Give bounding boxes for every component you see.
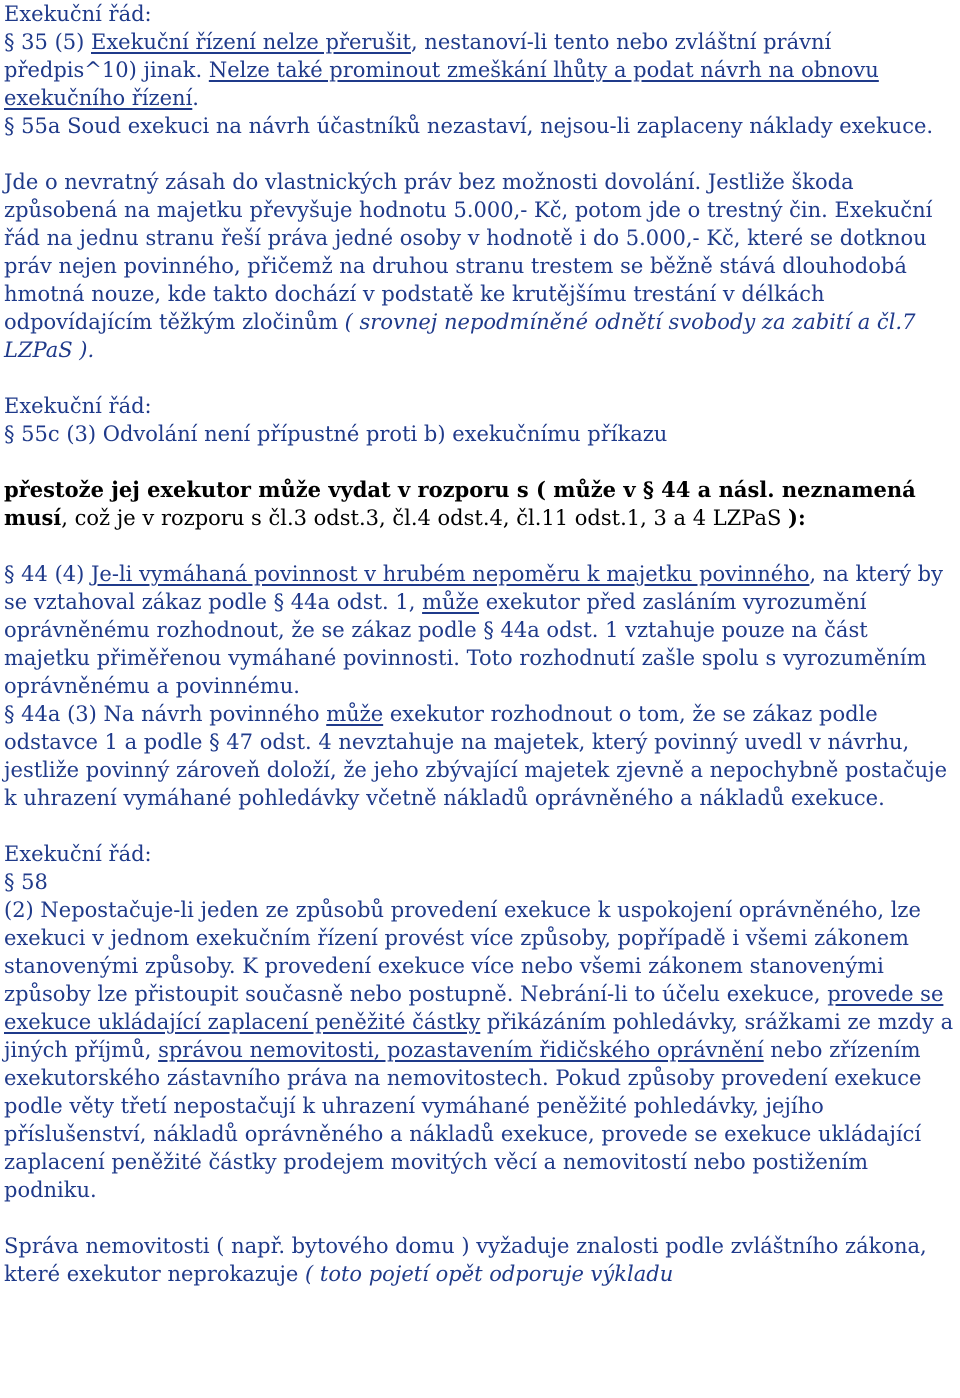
underlined-text: správou nemovitosti, pozastavením řidičského oprávnění: [158, 1038, 764, 1062]
text: Jde o nevratný zásah do vlastnických práv bez možnosti dovolání. Jestliže škoda způsobená na majetku převyšuje hodnotu 5.000,- Kč, potom jde o trestný čin. Exekuční řád na jednu stranu řeší práva jedné osoby v hodnotě i do 5.000,- Kč, které se dotknou práv nejen povinného, přičemž na druhou stranu trestem se běžně stává dlouhodobá hmotná nouze, kde takto dochází v podstatě ke krutějšímu trestání v délkách odpovídajícím těžkým zločinům: [4, 170, 933, 334]
text: § 55c (3) Odvolání není přípustné proti b) exekučnímu příkazu: [4, 422, 668, 446]
text: § 44 (4): [4, 562, 91, 586]
text: exekutor před zasláním vyrozumění oprávněnému rozhodnout, že se zákaz podle § 44a odst. 1 vztahuje pouze na část majetku přiměřenou vymáhané povinnosti. Toto rozhodnutí zašle spolu s vyrozuměním oprávněnému a povinnému.: [4, 590, 927, 698]
paragraph-55c-3: [4, 420, 956, 448]
document: [4, 0, 956, 1288]
text: .: [192, 86, 199, 110]
spacer: [4, 364, 956, 392]
bold-commentary: [4, 476, 956, 532]
text: nebo zřízením exekutorského zástavního práva na nemovitostech. Pokud způsoby provedení exekuce podle věty třetí nepostačují k uhrazení vymáhané peněžité pohledávky, jejího příslušenství, nákladů oprávněného a nákladů exekuce, provede se exekuce ukládající zaplacení peněžité částky prodejem movitých věcí a nemovitostí nebo postižením podniku.: [4, 1038, 922, 1202]
text: přikázáním pohledávky, srážkami ze mzdy a jiných příjmů,: [4, 1010, 954, 1062]
text: Správa nemovitosti ( např. bytového domu ) vyžaduje znalosti podle zvláštního zákona, které exekutor neprokazuje: [4, 1234, 927, 1286]
text: (2) Nepostačuje-li jeden ze způsobů provedení exekuce k uspokojení oprávněného, lze exekuci v jednom exekučním řízení provést více způsoby, popřípadě i všemi zákonem stanovenými způsoby. K provedení exekuce více nebo všemi zákonem stanovenými způsoby lze přistoupit současně nebo postupně. Nebrání-li to účelu exekuce,: [4, 898, 921, 1006]
paragraph-55a: [4, 112, 956, 140]
text: exekutor rozhodnout o tom, že se zákaz podle odstavce 1 a podle § 47 odst. 4 nevztahuje na majetek, který povinný uvedl v návrhu, jestliže povinný zároveň doloží, že jeho zbývající majetek zjevně a nepochybně postačuje k uhrazení vymáhané pohledávky včetně nákladů oprávněného a nákladů exekuce.: [4, 702, 948, 810]
paragraph-44-4: [4, 560, 956, 700]
underlined-text: může: [326, 702, 384, 726]
heading-text: Exekuční řád:: [4, 394, 152, 418]
bold-text: ):: [788, 505, 806, 530]
text: , na který by se vztahoval zákaz podle § 44a odst. 1,: [4, 562, 943, 614]
heading-text: Exekuční řád:: [4, 842, 152, 866]
bold-text: přestože jej exekutor může vydat v rozporu s ( může v § 44 a násl. neznamená musí: [4, 477, 916, 530]
spacer: [4, 812, 956, 840]
text: § 55a Soud exekuci na návrh účastníků nezastaví, nejsou-li zaplaceny náklady exekuce.: [4, 114, 934, 138]
commentary-paragraph: [4, 1232, 956, 1288]
underlined-text: může: [422, 590, 480, 614]
italic-text: ( srovnej nepodmíněné odnětí svobody za zabití a čl.7 LZPaS ).: [4, 310, 916, 362]
underlined-text: Je-li vymáhaná povinnost v hrubém nepoměru k majetku povinného: [91, 562, 810, 586]
heading-text: Exekuční řád:: [4, 2, 152, 26]
paragraph-44a-3: [4, 700, 956, 812]
underlined-text: provede se exekuce ukládající zaplacení peněžité částky: [4, 982, 944, 1034]
section-heading: [4, 0, 956, 28]
underlined-text: Exekuční řízení nelze přerušit: [91, 30, 411, 54]
paragraph-58-2: [4, 896, 956, 1204]
spacer: [4, 1204, 956, 1232]
underlined-text: Nelze také prominout zmeškání lhůty a podat návrh na obnovu exekučního řízení: [4, 58, 879, 110]
paragraph-35-5: [4, 28, 956, 112]
text: § 58: [4, 870, 48, 894]
italic-text: ( toto pojetí opět odporuje výkladu: [305, 1262, 674, 1286]
spacer: [4, 448, 956, 476]
spacer: [4, 140, 956, 168]
section-heading: [4, 840, 956, 868]
spacer: [4, 532, 956, 560]
text: , nestanoví-li tento nebo zvláštní právní předpis^10) jinak.: [4, 30, 832, 82]
commentary-paragraph: [4, 168, 956, 364]
text: , což je v rozporu s čl.3 odst.3, čl.4 odst.4, čl.11 odst.1, 3 a 4 LZPaS: [61, 506, 789, 530]
paragraph-58: [4, 868, 956, 896]
text: § 35 (5): [4, 30, 91, 54]
text: § 44a (3) Na návrh povinného: [4, 702, 327, 726]
section-heading: [4, 392, 956, 420]
